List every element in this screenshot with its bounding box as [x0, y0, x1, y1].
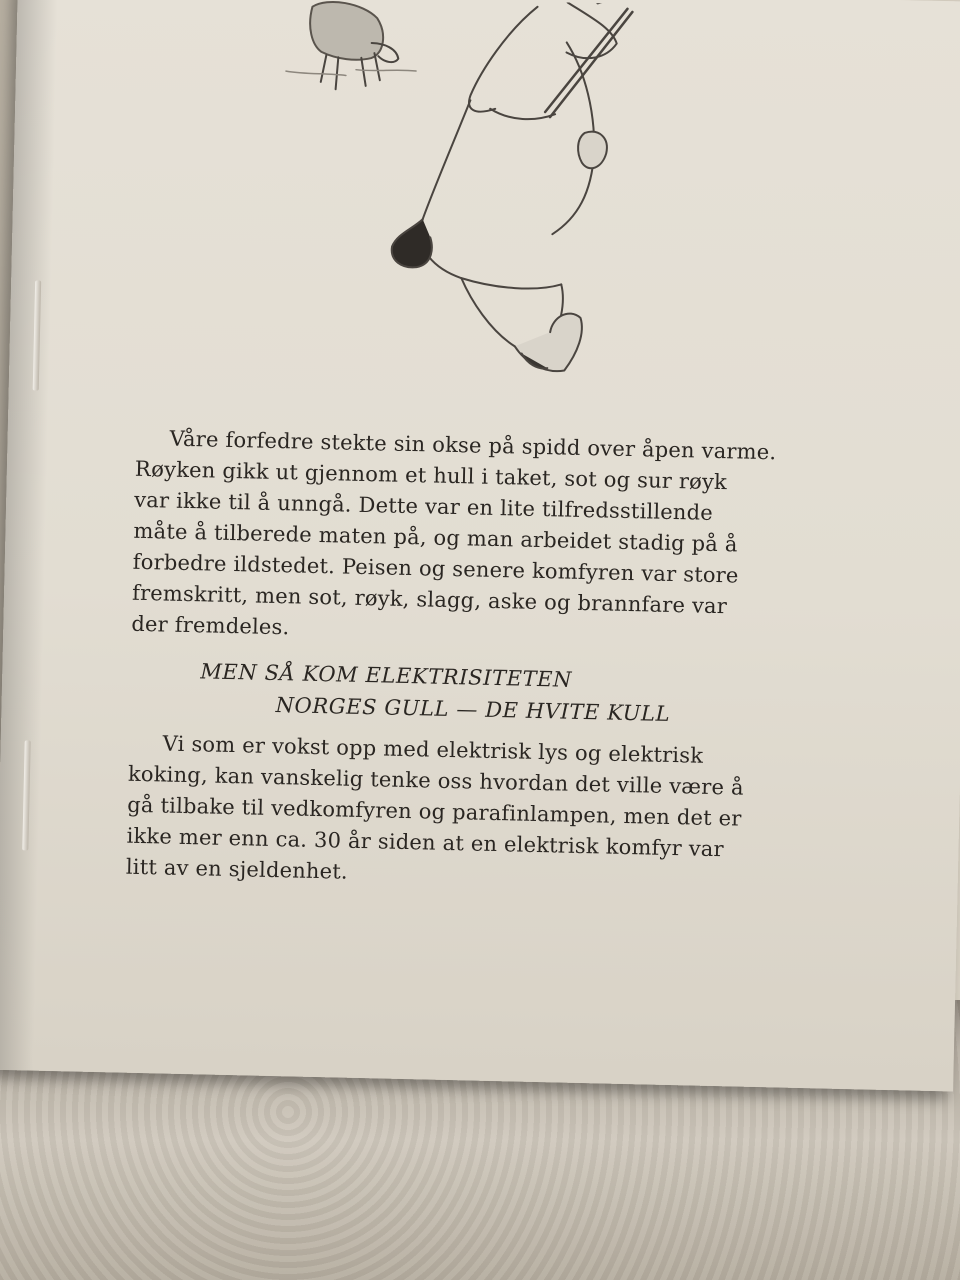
paragraph-1-line: måte å tilberede maten på, og man arbeidet stadig på å — [133, 518, 738, 557]
paragraph-1-line: der fremdeles. — [131, 611, 290, 640]
paragraph-2-line: Vi som er vokst opp med elektrisk lys og elektrisk — [162, 731, 704, 768]
body-text — [126, 423, 816, 898]
paragraph-2-line: koking, kan vanskelig tenke oss hvordan det ville være å — [127, 761, 744, 800]
paragraph-1 — [131, 423, 816, 655]
paragraph-1-line: var ikke til å unngå. Dette var en lite tilfredsstillende — [133, 487, 714, 525]
paragraph-2 — [126, 728, 809, 898]
man-drawing — [389, 0, 633, 373]
heading-line-1: MEN SÅ KOM ELEKTRISITETEN — [200, 659, 573, 692]
goat-drawing — [286, 1, 418, 91]
man-with-spit-illustration — [259, 0, 688, 405]
paragraph-1-line: forbedre ildstedet. Peisen og senere komfyren var store — [132, 549, 739, 588]
paragraph-2-line: litt av en sjeldenhet. — [125, 854, 349, 884]
paragraph-2-line: gå tilbake til vedkomfyren og parafinlampen, men det er — [127, 792, 742, 831]
paragraph-2-line: ikke mer enn ca. 30 år siden at en elektrisk komfyr var — [126, 823, 725, 862]
heading-line-2: NORGES GULL — DE HVITE KULL — [275, 693, 671, 726]
paragraph-1-line: Røyken gikk ut gjennom et hull i taket, sot og sur røyk — [134, 456, 728, 495]
paragraph-1-line: Våre forfedre stekte sin okse på spidd over åpen varme. — [169, 426, 777, 465]
paragraph-1-line: fremskritt, men sot, røyk, slagg, aske og brannfare var — [131, 580, 728, 619]
section-heading — [129, 654, 810, 733]
